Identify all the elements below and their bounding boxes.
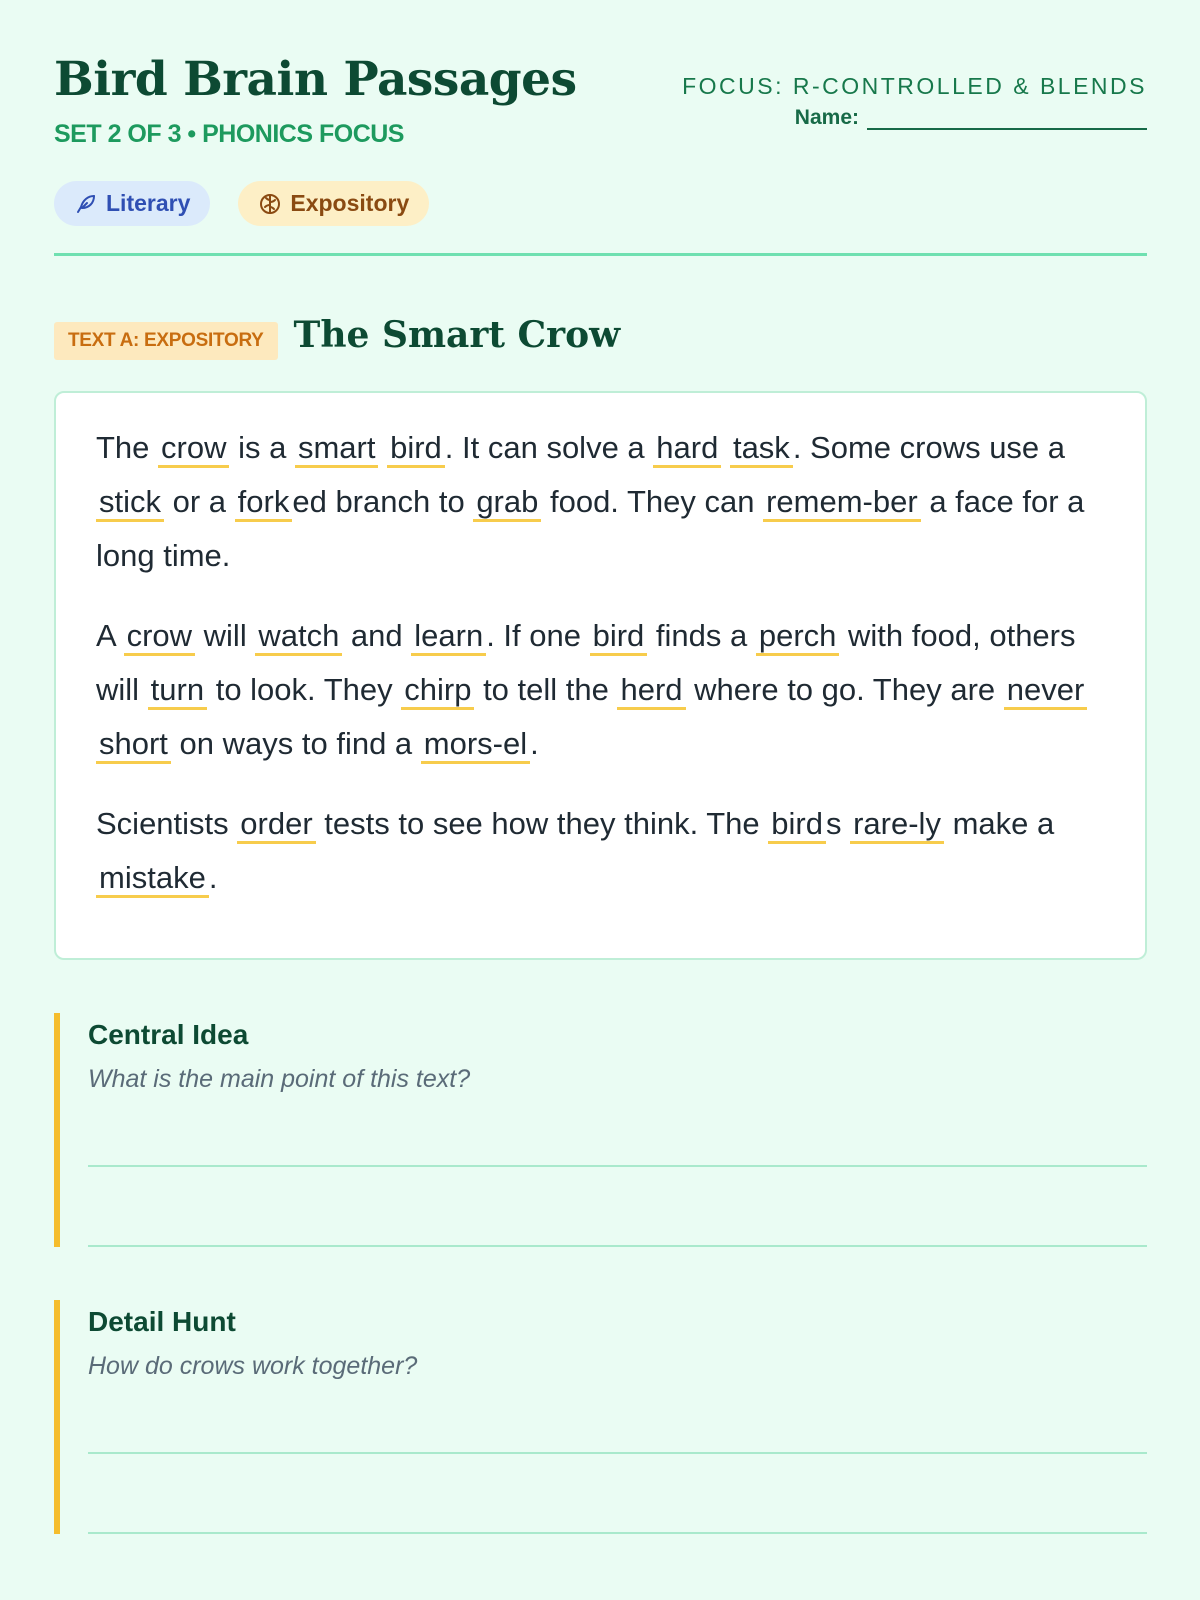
passage-text: Scientists (96, 806, 238, 841)
question-accent-bar (54, 1013, 60, 1247)
passage-text: on ways to find a (170, 726, 421, 761)
passage-text: ed branch to (292, 484, 474, 519)
passage-text: The (96, 430, 159, 465)
passage-text: and (342, 618, 412, 653)
passage-paragraph (96, 421, 1105, 583)
question-accent-bar (54, 1300, 60, 1534)
answer-line[interactable] (88, 1532, 1147, 1534)
phonics-word: stick (96, 484, 164, 522)
question-title: Central Idea (88, 1019, 249, 1050)
phonics-word: crow (158, 430, 229, 468)
phonics-word: fork (235, 484, 293, 522)
phonics-word: chirp (401, 672, 474, 710)
passage-text: . It can solve a (444, 430, 654, 465)
passage-text (378, 430, 387, 465)
phonics-word: short (96, 726, 171, 764)
phonics-word: order (237, 806, 315, 844)
phonics-word: bird (387, 430, 445, 468)
passage-text: . Some crows use a (792, 430, 1066, 465)
phonics-word: mistake (96, 860, 209, 898)
phonics-word: mors-el (421, 726, 530, 764)
passage-text: . (530, 726, 539, 761)
passage-text: finds a (647, 618, 756, 653)
question-detail-hunt (54, 1300, 1147, 1534)
question-prompt: What is the main point of this text? (88, 1065, 471, 1093)
phonics-word: watch (255, 618, 342, 656)
phonics-word: rare-ly (850, 806, 944, 844)
answer-line[interactable] (88, 1452, 1147, 1454)
brain-icon (258, 192, 282, 216)
name-label: Name: (794, 106, 859, 129)
passage-title: The Smart Crow (293, 314, 621, 356)
phonics-word: remem-ber (763, 484, 921, 522)
tag-expository-label: Expository (290, 190, 410, 216)
passage-text: to look. They (207, 672, 402, 707)
name-field[interactable] (795, 106, 1147, 130)
page-title: Bird Brain Passages (54, 52, 577, 107)
phonics-word: never (1004, 672, 1088, 710)
question-title: Detail Hunt (88, 1306, 236, 1337)
phonics-word: bird (590, 618, 648, 656)
page-subtitle: SET 2 OF 3 • PHONICS FOCUS (54, 120, 404, 148)
question-central-idea (54, 1013, 1147, 1247)
passage-card (54, 391, 1147, 960)
phonics-word: bird (768, 806, 826, 844)
passage-text: make a (943, 806, 1055, 841)
question-prompt: How do crows work together? (88, 1352, 418, 1380)
passage-text (721, 430, 730, 465)
phonics-word: learn (411, 618, 486, 656)
passage-heading (54, 310, 620, 360)
passage-text: A (96, 618, 124, 653)
phonics-word: turn (148, 672, 207, 710)
passage-text: food. They can (541, 484, 764, 519)
passage-text: where to go. They are (685, 672, 1004, 707)
passage-text: s (825, 806, 851, 841)
passage-text: . (208, 860, 218, 895)
worksheet-page (54, 0, 1147, 1380)
header (54, 0, 1147, 258)
phonics-word: task (730, 430, 793, 468)
phonics-word: smart (295, 430, 379, 468)
passage-paragraph (96, 797, 1105, 905)
passage-text: will (195, 618, 256, 653)
answer-line[interactable] (88, 1245, 1147, 1247)
tag-literary[interactable] (54, 181, 210, 226)
passage-text: to tell the (474, 672, 618, 707)
passage-text: tests to see how they think. The (315, 806, 769, 841)
focus-label: FOCUS: R-CONTROLLED & BLENDS (682, 73, 1147, 99)
phonics-word: grab (473, 484, 541, 522)
phonics-word: perch (756, 618, 840, 656)
passage-text: . If one (486, 618, 590, 653)
answer-line[interactable] (88, 1165, 1147, 1167)
passage-text: with food, others will (96, 618, 1076, 707)
passage-paragraph (96, 609, 1105, 771)
phonics-word: hard (653, 430, 721, 468)
genre-tags (54, 181, 429, 226)
passage-badge: TEXT A: EXPOSITORY (54, 322, 278, 360)
name-line[interactable] (867, 112, 1147, 130)
passage-text: a face for a long time. (96, 484, 1085, 573)
passage-text: or a (164, 484, 235, 519)
phonics-word: herd (617, 672, 685, 710)
passage-text: is a (229, 430, 295, 465)
phonics-word: crow (124, 618, 195, 656)
tag-expository[interactable] (238, 181, 429, 226)
feather-icon (74, 192, 98, 216)
tag-literary-label: Literary (106, 190, 191, 216)
header-divider (54, 253, 1147, 256)
